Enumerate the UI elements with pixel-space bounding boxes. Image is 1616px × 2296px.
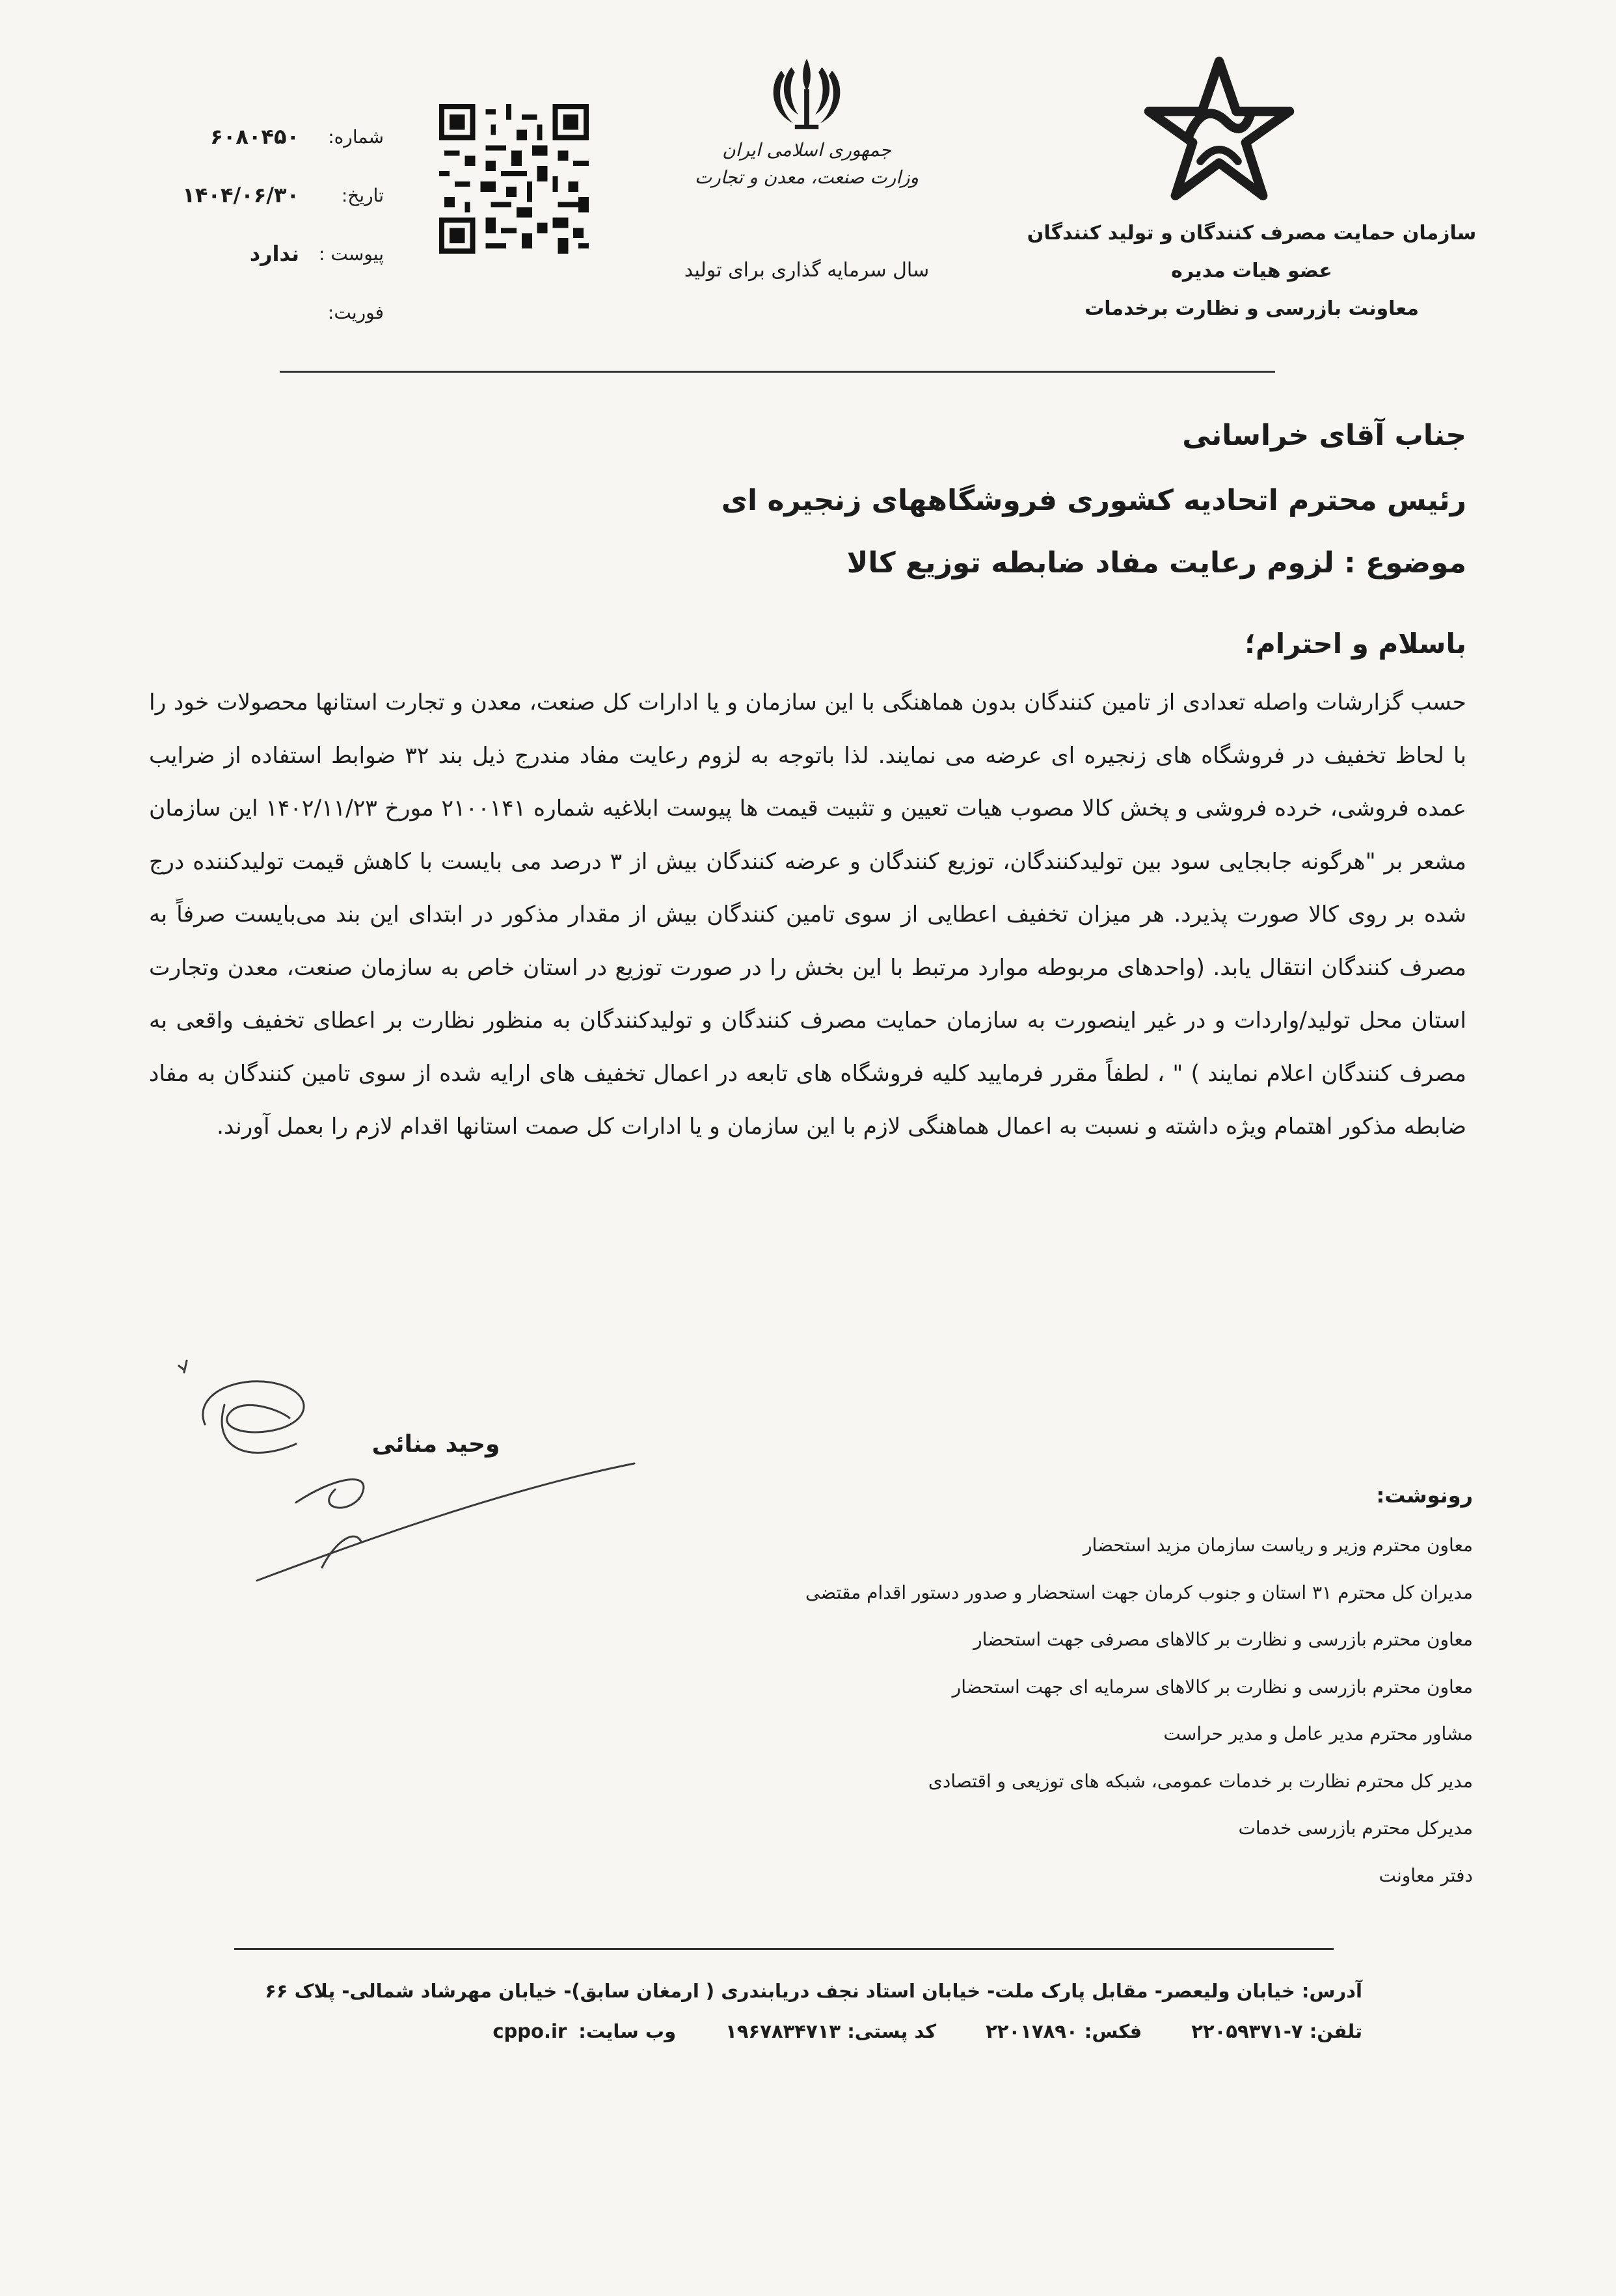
letter-number-row — [163, 107, 384, 166]
footer-phone: تلفن: ۷-۲۲۰۵۹۳۷۱ — [1191, 2020, 1362, 2042]
ministry-name: وزارت صنعت، معدن و تجارت — [694, 167, 919, 188]
cc-item: مدیر کل محترم نظارت بر خدمات عمومی، شبکه های توزیعی و اقتصادی — [928, 1770, 1473, 1792]
letter-body-paragraph: حسب گزارشات واصله تعدادی از تامین کنندگان بدون هماهنگی با این سازمان و یا ادارات کل صنعت، معدن و تجارت استانها محصولات خود را با لحاظ تخفیف در فروشگاه های زنجیره ای عرضه می نمایند. لذا باتوجه به لزوم رعایت مفاد مندرج ذیل بند ۳۲ ضوابط استفاده از ضرایب عمده فروشی، خرده فروشی و پخش کالا مصوب هیات تعیین و تثبیت قیمت ها پیوست ابلاغیه شماره ۲۱۰۰۱۴۱ مورخ ۱۴۰۲/۱۱/۲۳ این سازمان مشعر بر "هرگونه جابجایی سود بین تولیدکنندگان، توزیع کنندگان و عرضه کنندگان بیش از ۳ درصد می بایست با کاهش قیمت تولیدکننده درج شده بر روی کالا صورت پذیرد. هر میزان تخفیف اعطایی از سوی تامین کنندگان بیش از مقدار مذکور در ابتدای این بند می‌بایست صرفاً به مصرف کنندگان انتقال یابد. (واحدهای مربوطه موارد مرتبط با این بخش را در صورت توزیع در استان خاص به سازمان صنعت، معدن وتجارت استان محل تولید/واردات و در غیر اینصورت به سازمان حمایت مصرف کنندگان و تولیدکنندگان به منظور نظارت بر اعطای تخفیف واقعی به مصرف کنندگان اعلام نمایند ) " ، لطفاً مقرر فرمایید کلیه فروشگاه های تابعه در اعمال تخفیف های ارایه شده از سوی تامین کنندگان به مفاد ضابطه مذکور اهتمام ویژه داشته و نسبت به اعمال هماهنگی لازم با این سازمان و یا ادارات کل صمت استانها اقدام لازم را بعمل آورند. — [149, 689, 1467, 1140]
footer-address-row — [256, 1971, 1362, 2011]
organization-name: سازمان حمایت مصرف کنندگان و تولید کنندگان — [1027, 222, 1477, 245]
recipient-block — [230, 403, 1466, 533]
footer-postal-code: کد پستی: ۱۹۶۷۸۳۴۷۱۳ — [725, 2020, 937, 2042]
letter-subject: موضوع : لزوم رعایت مفاد ضابطه توزیع کالا — [846, 546, 1466, 580]
cc-item: دفتر معاونت — [1379, 1864, 1473, 1886]
footer-contact-row — [256, 2011, 1362, 2051]
cc-item: معاون محترم بازرسی و نظارت بر کالاهای مصرفی جهت استحضار — [973, 1629, 1473, 1650]
letter-number-label: شماره: — [328, 126, 384, 148]
footer-divider — [234, 1948, 1334, 1950]
cc-item: معاون محترم وزیر و ریاست سازمان مزید استحضار — [1083, 1534, 1473, 1556]
cc-item: مشاور محترم مدیر عامل و مدیر حراست — [1163, 1723, 1473, 1744]
cc-item: مدیرکل محترم بازرسی خدمات — [1238, 1817, 1473, 1839]
letter-urgency-label: فوریت: — [327, 301, 384, 323]
government-name: جمهوری اسلامی ایران — [722, 139, 891, 161]
recipient-name: جناب آقای خراسانی — [1182, 419, 1466, 452]
footer-website-label: وب سایت: — [578, 2020, 677, 2042]
consumer-protection-logo-icon — [1141, 52, 1297, 208]
cc-title: رونوشت: — [1376, 1483, 1473, 1508]
qr-code-icon — [439, 104, 589, 254]
footer-website-link[interactable]: cppo.ir — [492, 2020, 567, 2042]
header-divider — [280, 371, 1275, 373]
cc-item: معاون محترم بازرسی و نظارت بر کالاهای سرمایه ای جهت استحضار — [952, 1675, 1473, 1698]
cc-item: مدیران کل محترم ۳۱ استان و جنوب کرمان جهت استحضار و صدور دستور اقدام مقتضی — [805, 1581, 1473, 1603]
organization-deputy: معاونت بازرسی و نظارت برخدمات — [1084, 297, 1419, 320]
letter-date-label: تاریخ: — [341, 184, 384, 206]
letter-urgency-row — [163, 283, 384, 341]
year-slogan: سال سرمایه گذاری برای تولید — [684, 259, 930, 282]
organization-board-member: عضو هیات مدیره — [1171, 260, 1332, 282]
signer-name: وحید منائی — [371, 1431, 500, 1458]
letter-date-row — [163, 166, 384, 224]
letter-footer — [256, 1971, 1362, 2051]
letter-attachment-label: پیوست : — [319, 243, 384, 265]
footer-fax: فکس: ۲۲۰۱۷۸۹۰ — [986, 2020, 1142, 2042]
letter-body — [149, 676, 1466, 1154]
letter-meta — [163, 107, 384, 341]
iran-emblem-icon — [764, 52, 849, 137]
letter-attachment-value: ندارد — [249, 241, 299, 266]
government-block — [651, 137, 963, 191]
recipient-title: رئیس محترم اتحادیه کشوری فروشگاههای زنجیره ای — [721, 484, 1466, 517]
cc-list — [432, 1522, 1473, 1899]
organization-block — [1024, 215, 1479, 328]
letter-attachment-row — [163, 224, 384, 283]
letter-date-value: ۱۴۰۴/۰۶/۳۰ — [182, 183, 299, 207]
footer-address: آدرس: خیابان ولیعصر- مقابل پارک ملت- خیابان استاد نجف دریابندری ( ارمغان سابق)- خیابان مهرشاد شمالی- پلاک ۶۶ — [265, 1980, 1362, 2002]
letter-greeting: باسلام و احترام؛ — [1245, 628, 1466, 660]
letter-number-value: ۶۰۸۰۴۵۰ — [210, 124, 299, 149]
